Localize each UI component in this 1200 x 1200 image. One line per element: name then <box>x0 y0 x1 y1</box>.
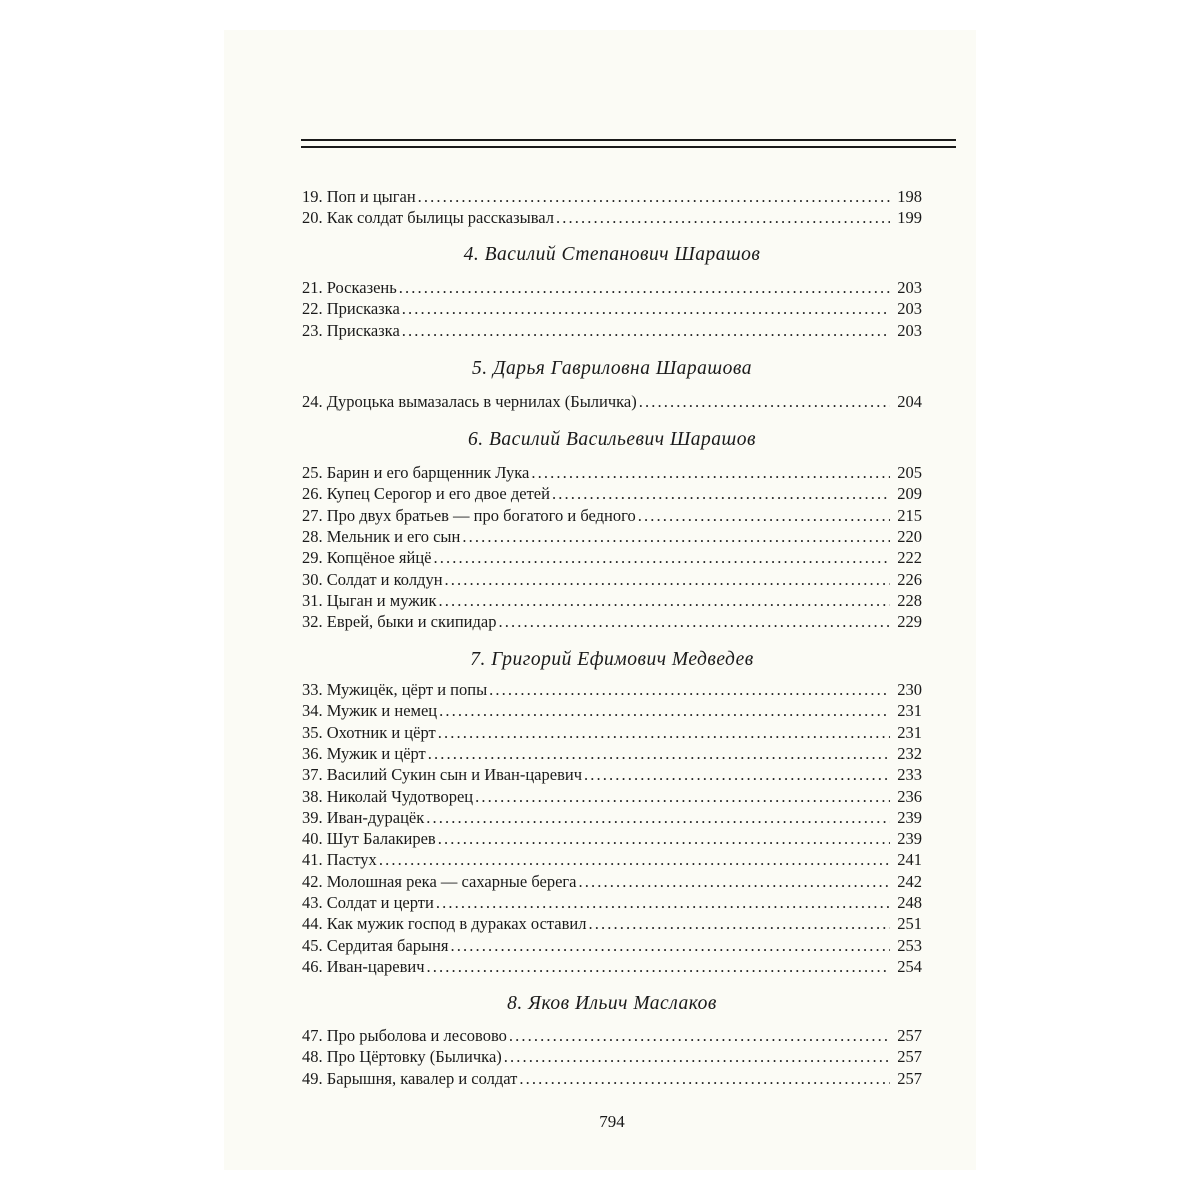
toc-entry <box>302 547 922 569</box>
toc-entry <box>302 764 922 786</box>
dot-leader <box>552 483 890 505</box>
toc-entry <box>302 298 922 320</box>
dot-leader <box>519 1068 890 1090</box>
dot-leader <box>475 786 890 808</box>
toc-entry-page: 257 <box>897 1068 922 1088</box>
toc-entry-title: 33. Мужицёк, цёрт и попы <box>302 680 488 699</box>
toc-entry-title: 39. Иван-дурацёк <box>302 807 425 827</box>
toc-entry-title: 49. Барышня, кавалер и солдат <box>302 1068 518 1088</box>
dot-leader <box>427 956 890 978</box>
toc-entry-page: 236 <box>897 786 922 806</box>
toc-entry-title: 43. Солдат и церти <box>302 893 434 912</box>
dot-leader <box>402 298 890 320</box>
toc-entry-title: 40. Шут Балакирев <box>302 829 436 849</box>
toc-entry-page: 229 <box>897 612 922 632</box>
toc-entry <box>302 505 922 527</box>
toc-entry-page: 241 <box>897 850 922 870</box>
toc-entry <box>302 786 922 808</box>
toc-entry-page: 257 <box>897 1047 922 1067</box>
toc-entry <box>302 700 922 722</box>
toc-entry-page: 220 <box>897 526 922 546</box>
toc-entry-page: 239 <box>897 807 922 827</box>
toc-entry-page: 232 <box>897 743 922 763</box>
toc-entry-page: 254 <box>897 956 922 976</box>
dot-leader <box>436 892 890 914</box>
dot-leader <box>418 186 890 208</box>
toc-entry <box>302 569 922 591</box>
toc-entry-title: 19. Поп и цыган <box>302 187 416 206</box>
toc-entry <box>302 391 922 413</box>
toc-entry-page: 226 <box>897 569 922 589</box>
toc-entry <box>302 320 922 342</box>
dot-leader <box>426 807 890 829</box>
toc-entry-title: 27. Про двух братьев — про богатого и бедного <box>302 505 636 525</box>
toc-entry <box>302 935 922 957</box>
toc-entry-page: 203 <box>897 278 922 297</box>
toc-entry-title: 45. Сердитая барыня <box>302 935 449 955</box>
toc-entry-title: 26. Купец Серогор и его двое детей <box>302 484 550 504</box>
dot-leader <box>445 569 890 591</box>
toc-entry-title: 20. Как солдат былицы рассказывал <box>302 208 554 228</box>
toc-entry <box>302 679 922 701</box>
toc-entry-page: 198 <box>897 187 922 206</box>
toc-entry-title: 46. Иван-царевич <box>302 956 425 976</box>
dot-leader <box>584 764 890 786</box>
header-rule-bottom <box>301 146 956 148</box>
toc-entry-page: 203 <box>897 320 922 340</box>
toc-entry-page: 205 <box>897 463 922 482</box>
toc-entry-title: 28. Мельник и его сын <box>302 526 461 546</box>
toc-entry-page: 209 <box>897 484 922 504</box>
dot-leader <box>589 913 891 935</box>
toc-entry-title: 21. Росказень <box>302 278 397 297</box>
dot-leader <box>439 700 890 722</box>
toc-entry-title: 25. Барин и его барщенник Лука <box>302 463 530 482</box>
toc-entry-page: 248 <box>897 893 922 912</box>
toc-entry <box>302 611 922 633</box>
dot-leader <box>379 849 890 871</box>
dot-leader <box>638 505 890 527</box>
toc-entry <box>302 722 922 744</box>
dot-leader <box>509 1025 890 1047</box>
toc-entry-page: 231 <box>897 722 922 742</box>
dot-leader <box>450 935 890 957</box>
toc-entry-page: 230 <box>897 680 922 699</box>
dot-leader <box>438 590 890 612</box>
toc-entry <box>302 590 922 612</box>
toc-entry <box>302 186 922 208</box>
toc-entry-page: 242 <box>897 871 922 891</box>
dot-leader <box>639 391 890 413</box>
toc-entry-page: 228 <box>897 590 922 610</box>
toc-entry-title: 23. Присказка <box>302 320 400 340</box>
toc-entry-title: 31. Цыган и мужик <box>302 590 437 610</box>
toc-entry-page: 239 <box>897 829 922 849</box>
toc-entry <box>302 1025 922 1047</box>
toc-entry-page: 231 <box>897 701 922 721</box>
toc-entry-title: 48. Про Цёртовку (Быличка) <box>302 1047 502 1067</box>
dot-leader <box>433 547 890 569</box>
toc-entry <box>302 483 922 505</box>
dot-leader <box>428 743 890 765</box>
toc-entry <box>302 892 922 914</box>
toc-entry-title: 41. Пастух <box>302 850 377 870</box>
toc-entry-title: 30. Солдат и колдун <box>302 569 443 589</box>
toc-entry-page: 203 <box>897 299 922 319</box>
toc-entry-title: 29. Копцёное яйцё <box>302 548 432 568</box>
toc-entry-title: 24. Дуроцька вымазалась в чернилах (Быличка) <box>302 392 637 411</box>
toc-entry <box>302 277 922 299</box>
section-heading-5: 5. Дарья Гавриловна Шарашова <box>472 358 752 379</box>
toc-entry <box>302 1068 922 1090</box>
toc-entry-title: 42. Молошная река — сахарные берега <box>302 871 577 891</box>
toc-entry-page: 199 <box>897 208 922 228</box>
toc-entry <box>302 743 922 765</box>
toc-entry-page: 222 <box>897 548 922 568</box>
toc-entry <box>302 828 922 850</box>
dot-leader <box>556 207 890 229</box>
toc-entry-title: 35. Охотник и цёрт <box>302 722 436 742</box>
dot-leader <box>399 277 890 299</box>
toc-entry-page: 215 <box>897 505 922 525</box>
toc-entry-page: 204 <box>897 392 922 411</box>
section-heading-8: 8. Яков Ильич Маслаков <box>507 993 717 1014</box>
section-heading-6: 6. Василий Васильевич Шарашов <box>468 429 756 450</box>
dot-leader <box>579 871 891 893</box>
toc-entry <box>302 807 922 829</box>
toc-entry-page: 257 <box>897 1026 922 1045</box>
page-number: 794 <box>599 1112 625 1131</box>
toc-entry-title: 34. Мужик и немец <box>302 701 438 721</box>
section-heading-4: 4. Василий Степанович Шарашов <box>463 244 761 265</box>
toc-entry <box>302 849 922 871</box>
toc-entry-page: 251 <box>897 914 922 934</box>
section-heading-7: 7. Григорий Ефимович Медведев <box>470 649 754 670</box>
toc-entry-title: 32. Еврей, быки и скипидар <box>302 612 497 632</box>
dot-leader <box>462 526 890 548</box>
toc-entry <box>302 956 922 978</box>
header-rule-top <box>301 139 956 141</box>
toc-entry-title: 36. Мужик и цёрт <box>302 743 426 763</box>
toc-entry-title: 47. Про рыболова и лесовово <box>302 1026 507 1045</box>
toc-entry-page: 233 <box>897 765 922 785</box>
toc-entry <box>302 207 922 229</box>
dot-leader <box>504 1046 890 1068</box>
dot-leader <box>531 462 890 484</box>
dot-leader <box>489 679 890 701</box>
toc-entry <box>302 1046 922 1068</box>
dot-leader <box>498 611 890 633</box>
dot-leader <box>438 722 890 744</box>
toc-entry <box>302 462 922 484</box>
toc-entry <box>302 526 922 548</box>
toc-entry-page: 253 <box>897 935 922 955</box>
toc-entry <box>302 913 922 935</box>
toc-entry <box>302 871 922 893</box>
dot-leader <box>438 828 890 850</box>
toc-entry-title: 38. Николай Чудотворец <box>302 786 474 806</box>
toc-entry-title: 37. Василий Сукин сын и Иван-царевич <box>302 765 583 785</box>
toc-entry-title: 44. Как мужик господ в дураках оставил <box>302 914 587 934</box>
dot-leader <box>402 320 890 342</box>
toc-entry-title: 22. Присказка <box>302 299 400 319</box>
